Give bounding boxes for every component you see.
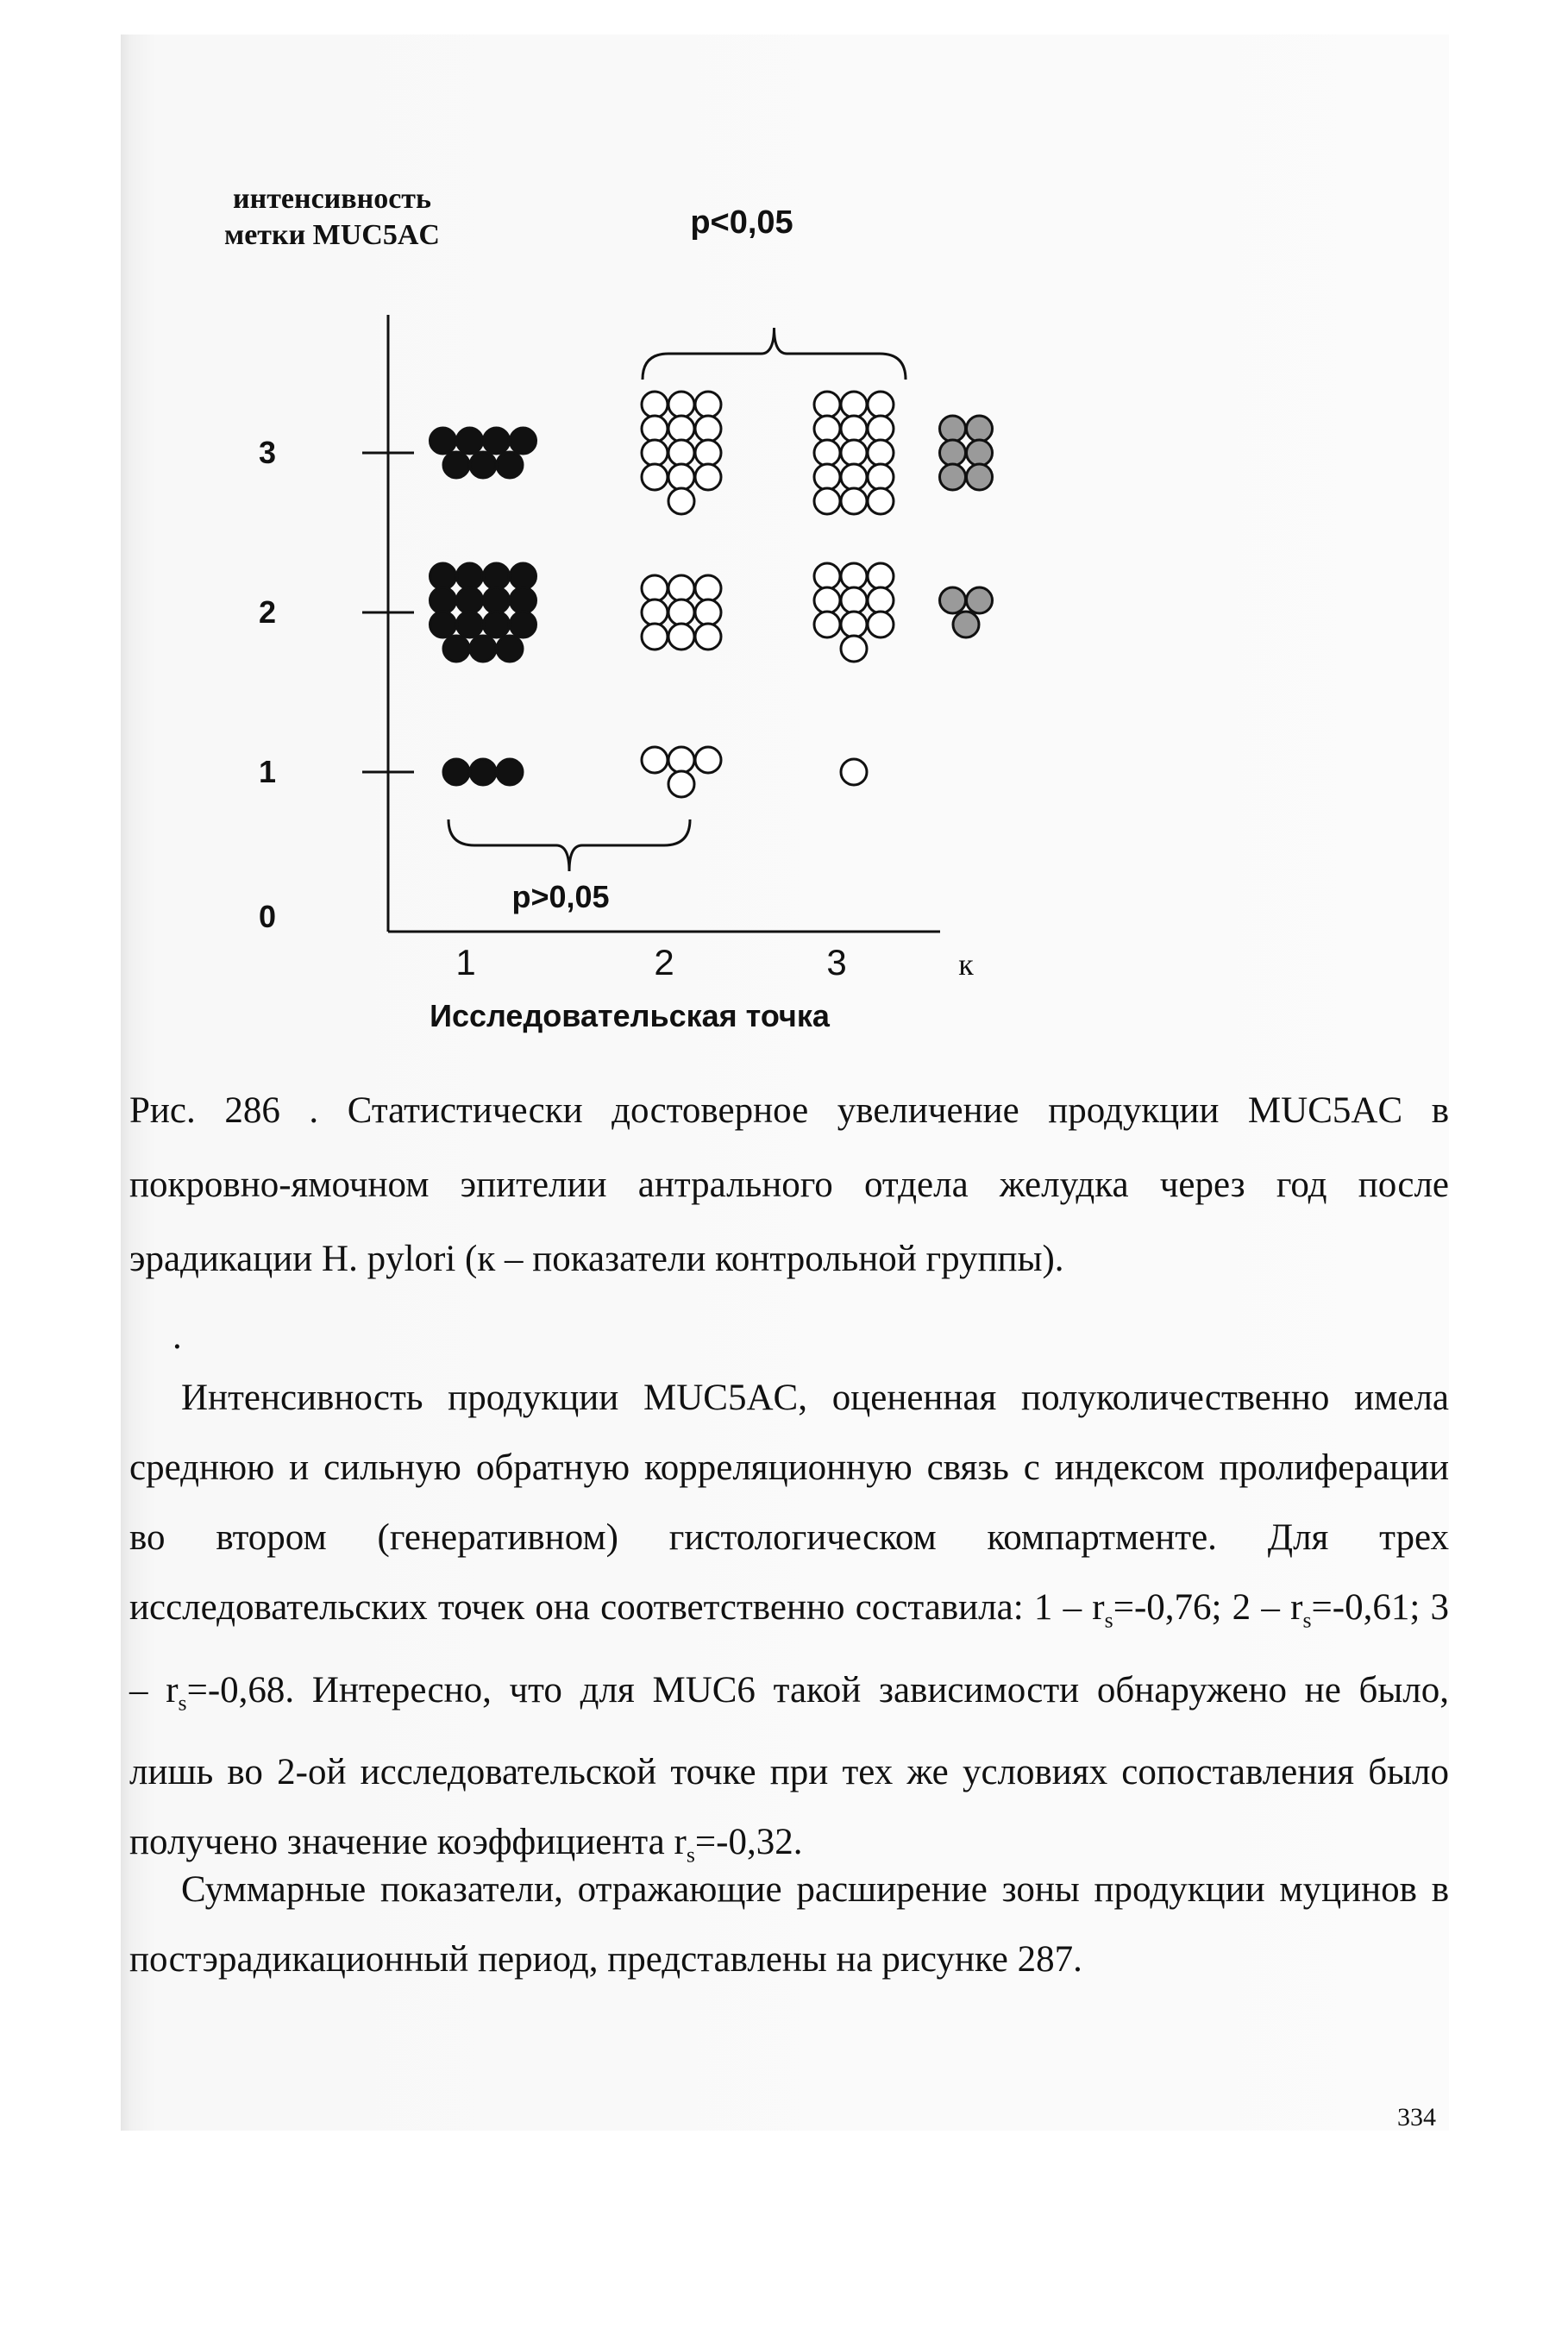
p1-v1: =-0,76; 2 – r: [1113, 1587, 1303, 1628]
dot-1-level-2: [511, 587, 536, 613]
dot-3-level-2: [841, 563, 867, 589]
dot-3-level-2: [814, 612, 840, 637]
dot-2-level-2: [695, 624, 721, 650]
dot-2-level-3: [642, 440, 668, 466]
dot-2-level-3: [642, 464, 668, 490]
figure-caption: Рис. 286 . Статистически достоверное увеличение продукции MUC5AC в покровно-ямочном эпителии антрального отдела желудка через год после эрадикации H. pylori (к – показатели контрольной группы).: [129, 1090, 1449, 1279]
dot-2-level-1: [642, 747, 668, 773]
p1-intro: Интенсивность продукции MUC5AC, оцененная полуколичественно имела среднюю и сильную обратную корреляционную связь с индексом пролиферации во втором (генеративном) гистологическом компартменте. Для трех исследовательских точек она соответственно составила: 1 – r: [129, 1378, 1449, 1628]
dot-2-level-1: [668, 771, 694, 797]
x-axis-label: Исследовательская точка: [430, 998, 830, 1033]
dot-2-level-3: [668, 464, 694, 490]
dot-k-level-3: [940, 440, 966, 466]
x-tick-label-1: 1: [455, 942, 476, 982]
p1-v2: =-0,61; 3 – r: [129, 1587, 1449, 1711]
dot-2-level-1: [668, 747, 694, 773]
dot-1-level-3: [484, 428, 510, 454]
dot-k-level-2: [953, 612, 979, 637]
p1-v3: =-0,68. Интересно, что для MUC6 такой зависимости обнаружено не было, лишь во 2-ой исследовательской точке при тех же условиях сопоставления было получено значение коэффициента r: [129, 1669, 1449, 1863]
dot-3-level-3: [841, 392, 867, 417]
x-tick-label-3: 3: [826, 942, 847, 982]
dot-1-level-2: [457, 612, 483, 637]
dot-3-level-3: [841, 488, 867, 514]
dot-2-level-2: [695, 600, 721, 625]
dot-1-level-2: [511, 612, 536, 637]
dot-2-level-3: [695, 392, 721, 417]
annotation-p-gt-005: p>0,05: [511, 879, 610, 914]
dot-2-level-3: [668, 392, 694, 417]
dot-1-level-3: [497, 452, 523, 478]
x-tick-label-2: 2: [654, 942, 674, 982]
dot-3-level-2: [814, 563, 840, 589]
dot-1-level-2: [484, 587, 510, 613]
annotation-p-lt-005: p<0,05: [690, 204, 793, 241]
dot-3-level-2: [841, 636, 867, 662]
dot-1-level-2: [443, 636, 469, 662]
x-tick-label-k: к: [958, 947, 974, 982]
stray-dot: .: [172, 1316, 182, 1357]
dot-2-level-2: [695, 575, 721, 601]
dot-3-level-2: [841, 612, 867, 637]
dot-2-level-2: [642, 600, 668, 625]
dot-3-level-3: [868, 416, 894, 442]
dot-3-level-2: [841, 587, 867, 613]
y-tick-label-1: 1: [258, 754, 277, 789]
dot-3-level-3: [868, 488, 894, 514]
dot-2-level-2: [642, 575, 668, 601]
dot-3-level-3: [814, 392, 840, 417]
dot-2-level-3: [695, 440, 721, 466]
dot-2-level-3: [695, 416, 721, 442]
chart-title-line-1: интенсивность: [233, 183, 431, 215]
dot-1-level-3: [470, 452, 496, 478]
dot-3-level-2: [814, 587, 840, 613]
y-tick-label-3: 3: [258, 435, 277, 470]
dot-3-level-3: [868, 392, 894, 417]
dot-2-level-2: [668, 624, 694, 650]
dot-3-level-3: [868, 464, 894, 490]
dot-1-level-2: [497, 636, 523, 662]
dot-3-level-3: [841, 440, 867, 466]
y-tick-label-0: 0: [258, 899, 277, 934]
p1-sub-4: s: [686, 1842, 695, 1868]
dot-2-level-2: [642, 624, 668, 650]
chart-title-line-2: метки MUC5AC: [224, 219, 440, 251]
dot-1-level-2: [430, 587, 456, 613]
dot-1-level-2: [457, 563, 483, 589]
dot-3-level-2: [868, 563, 894, 589]
p1-sub-2: s: [1302, 1607, 1312, 1633]
paragraph-correlation: [129, 1363, 1449, 1890]
p1-sub-3: s: [178, 1690, 187, 1716]
dot-1-level-2: [430, 563, 456, 589]
dot-1-level-2: [430, 612, 456, 637]
dot-3-level-2: [868, 612, 894, 637]
dot-1-level-3: [443, 452, 469, 478]
figure-286: [207, 164, 1035, 1033]
brace-top: [643, 328, 906, 380]
dot-1-level-2: [457, 587, 483, 613]
dot-3-level-3: [868, 440, 894, 466]
dot-k-level-2: [940, 587, 966, 613]
dot-3-level-3: [841, 416, 867, 442]
dot-k-level-2: [967, 587, 993, 613]
dot-3-level-3: [814, 416, 840, 442]
dot-1-level-1: [443, 759, 469, 785]
dot-k-level-3: [940, 416, 966, 442]
dot-3-level-1: [841, 759, 867, 785]
dot-3-level-3: [814, 440, 840, 466]
y-tick-label-2: 2: [258, 594, 277, 630]
dot-2-level-3: [695, 464, 721, 490]
dot-1-level-3: [457, 428, 483, 454]
dot-k-level-3: [967, 440, 993, 466]
dot-2-level-3: [642, 416, 668, 442]
dot-1-level-3: [511, 428, 536, 454]
dot-2-level-3: [668, 488, 694, 514]
dot-1-level-2: [484, 563, 510, 589]
dot-1-level-2: [484, 612, 510, 637]
brace-bottom: [448, 819, 690, 871]
dot-2-level-2: [668, 575, 694, 601]
dot-3-level-3: [814, 464, 840, 490]
p1-v4: =-0,32.: [694, 1822, 803, 1863]
dot-2-level-2: [668, 600, 694, 625]
page-number: 334: [1397, 2103, 1436, 2131]
dot-1-level-3: [430, 428, 456, 454]
dot-k-level-3: [967, 416, 993, 442]
dot-k-level-3: [940, 464, 966, 490]
dot-2-level-3: [668, 440, 694, 466]
p1-sub-1: s: [1104, 1607, 1113, 1633]
dot-1-level-2: [470, 636, 496, 662]
dot-2-level-3: [668, 416, 694, 442]
dot-3-level-3: [814, 488, 840, 514]
dot-k-level-3: [967, 464, 993, 490]
dot-1-level-1: [470, 759, 496, 785]
dot-1-level-2: [511, 563, 536, 589]
dot-2-level-1: [695, 747, 721, 773]
dot-3-level-3: [841, 464, 867, 490]
dot-1-level-1: [497, 759, 523, 785]
dot-2-level-3: [642, 392, 668, 417]
paragraph-summary: Суммарные показатели, отражающие расширение зоны продукции муцинов в постэрадикационный период, представлены на рисунке 287.: [129, 1869, 1449, 1980]
dot-plot: [207, 164, 1035, 1033]
dot-3-level-2: [868, 587, 894, 613]
